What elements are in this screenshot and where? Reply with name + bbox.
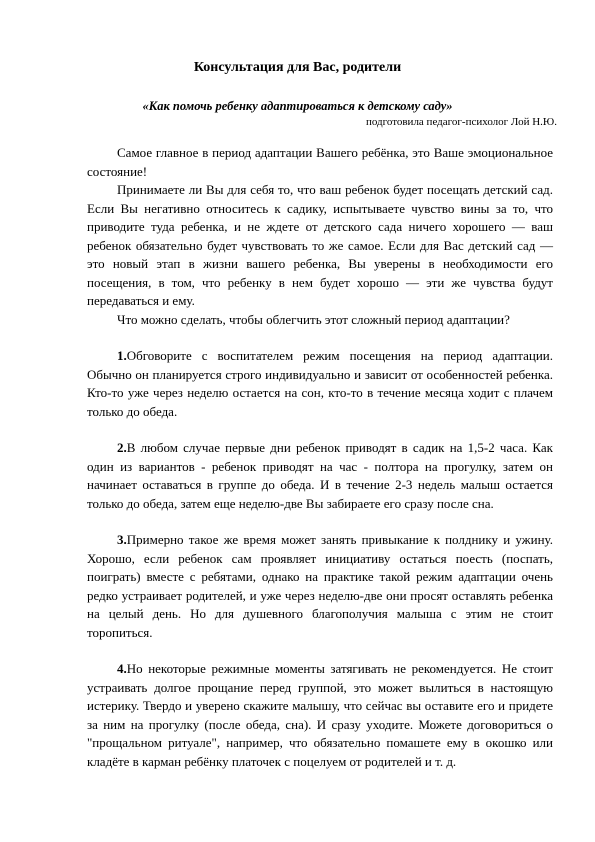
document-title: Консультация для Вас, родители xyxy=(193,60,402,75)
author-line: подготовила педагог-психолог Лой Н.Ю. xyxy=(365,116,557,128)
document-subtitle: «Как помочь ребенку адаптироваться к детскому саду» xyxy=(142,99,453,113)
paragraph-item-3: 3.Примерно такое же время может занять привыкание к полднику и ужину. Хорошо, если ребенок сам проявляет инициативу остаться поесть (поспать, поиграть) вместе с ребятами, однако на практике такой режим адаптации очень редко устраивает родителей, и уже через неделю-две они просят оставлять ребенка на целый день. Но для душевного благополучия малыша с этим не стоит торопиться. xyxy=(87,532,553,640)
document-body xyxy=(87,144,553,771)
paragraph-question: Что можно сделать, чтобы облегчить этот сложный период адаптации? xyxy=(117,311,510,327)
paragraph-intro: Самое главное в период адаптации Вашего ребёнка, это Ваше эмоциональное состояние! xyxy=(87,145,553,179)
item-number: 3. xyxy=(117,532,127,547)
paragraph-item-4: 4.Но некоторые режимные моменты затягивать не рекомендуется. Не стоит устраивать долгое прощание перед группой, это может вылиться в настоящую истерику. Твердо и уверено скажите малышу, что сейчас вы оставите его и придете за ним на прогулку (после обеда, сна). И сразу уходите. Можете договориться о "прощальном ритуале", например, что обязательно помашете ему в окошко или кладёте в карман ребёнку платочек с поцелуем от родителей и т. д. xyxy=(87,661,553,769)
paragraph-attitude: Принимаете ли Вы для себя то, что ваш ребенок будет посещать детский сад. Если Вы негативно относитесь к садику, испытываете чувство вины за то, что приводите туда ребенка, и не ждете от детского сада ничего хорошего — ваш ребенок обязательно будет чувствовать то же самое. Если для Вас детский сад — это новый этап в жизни вашего ребенка, Вы уверены в необходимости его посещения, в том, что ребенку в нем будет хорошо — эти же чувства будут передаваться и ему. xyxy=(87,182,553,308)
item-number: 2. xyxy=(117,440,127,455)
item-number: 1. xyxy=(117,348,127,363)
paragraph-item-1: 1.Обговорите с воспитателем режим посещения на период адаптации. Обычно он планируется строго индивидуально и зависит от особенностей ребенка. Кто-то уже через неделю остается на сон, кто-то в течение месяца ходит с плачем только до обеда. xyxy=(87,348,553,419)
paragraph-item-2: 2.В любом случае первые дни ребенок приводят в садик на 1,5-2 часа. Как один из вариантов - ребенок приводят на час - полтора на прогулку, затем он начинает оставаться в группе до обеда. И в течение 2-3 недель малыш остается только до обеда, затем еще неделю-две Вы забираете его сразу после сна. xyxy=(87,440,553,511)
item-number: 4. xyxy=(117,661,127,676)
